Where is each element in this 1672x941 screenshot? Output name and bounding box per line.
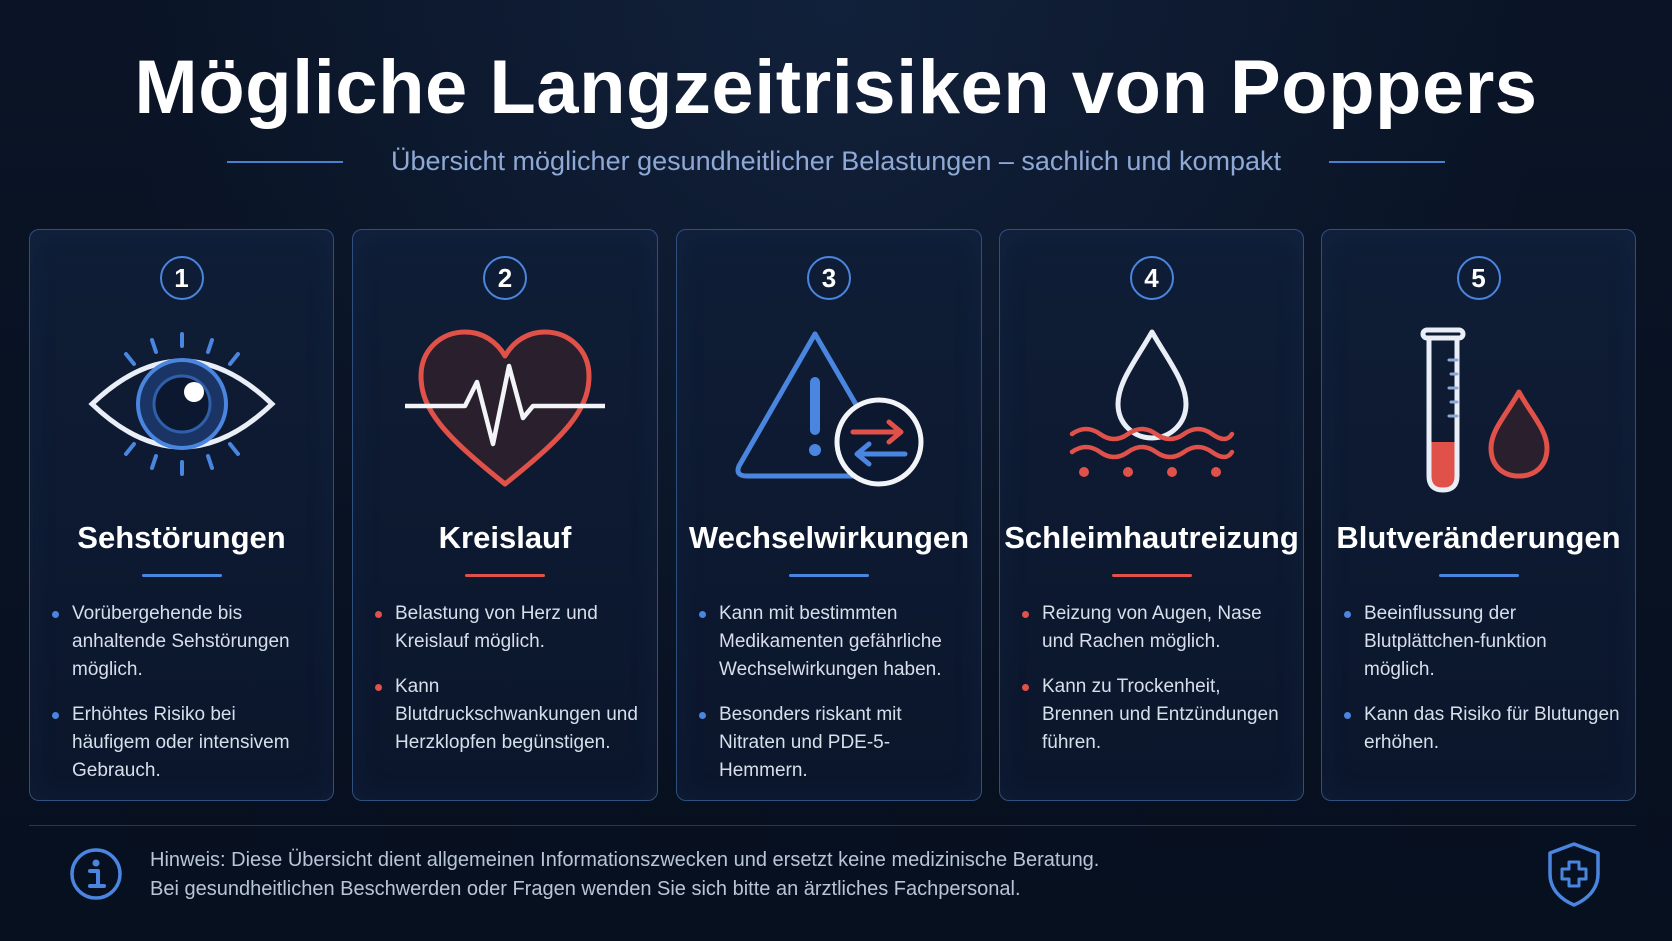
list-item: Beeinflussung der Blutplättchen-funktion möglich.: [1344, 600, 1621, 684]
card-number: 3: [807, 256, 851, 300]
disclaimer-line-2: Bei gesundheitlichen Beschwerden oder Fragen wenden Sie sich bitte an ärztliches Fachpersonal.: [150, 878, 1021, 900]
page-title: Mögliche Langzeitrisiken von Poppers: [134, 45, 1538, 130]
subtitle-line-left: [227, 161, 343, 163]
footer-divider: [29, 825, 1636, 826]
disclaimer-line-1: Hinweis: Diese Übersicht dient allgemeinen Informationszwecken und ersetzt keine medizinische Beratung.: [150, 849, 1100, 871]
card-underline: [1112, 574, 1192, 577]
risk-card-circulation: [352, 229, 658, 801]
risk-card-mucosa: [999, 229, 1304, 801]
card-number: 1: [160, 256, 204, 300]
risk-card-vision: [29, 229, 334, 801]
heart-pulse-icon: [405, 326, 605, 496]
bullet-list: [1022, 600, 1289, 774]
card-underline: [1439, 574, 1519, 577]
list-item: Kann das Risiko für Blutungen erhöhen.: [1344, 701, 1621, 757]
list-item: Besonders riskant mit Nitraten und PDE-5-Hemmern.: [699, 701, 967, 785]
test-tube-blood-icon: [1379, 326, 1579, 496]
bullet-list: [699, 600, 967, 802]
page-subtitle: Übersicht möglicher gesundheitlicher Belastungen – sachlich und kompakt: [391, 146, 1281, 176]
disclaimer-note: [150, 846, 1099, 904]
subtitle-row: [0, 146, 1672, 177]
card-title: Sehstörungen: [77, 520, 286, 555]
card-number: 4: [1130, 256, 1174, 300]
card-number: 5: [1457, 256, 1501, 300]
list-item: Reizung von Augen, Nase und Rachen möglich.: [1022, 600, 1289, 656]
bullet-list: [1344, 600, 1621, 774]
info-icon: [68, 846, 124, 902]
droplet-mucosa-icon: [1052, 326, 1252, 496]
card-title: Wechselwirkungen: [688, 520, 970, 555]
card-underline: [465, 574, 545, 577]
risk-card-interactions: [676, 229, 982, 801]
risk-card-blood: [1321, 229, 1636, 801]
card-underline: [789, 574, 869, 577]
card-number: 2: [483, 256, 527, 300]
list-item: Kann Blutdruckschwankungen und Herzklopfen begünstigen.: [375, 673, 643, 757]
card-underline: [142, 574, 222, 577]
card-title: Blutveränderungen: [1336, 520, 1621, 555]
card-title: Kreislauf: [438, 520, 572, 555]
list-item: Belastung von Herz und Kreislauf möglich.: [375, 600, 643, 656]
bullet-list: [52, 600, 319, 802]
subtitle-line-right: [1329, 161, 1445, 163]
list-item: Kann zu Trockenheit, Brennen und Entzündungen führen.: [1022, 673, 1289, 757]
warning-exchange-icon: [729, 326, 929, 496]
bullet-list: [375, 600, 643, 774]
medical-shield-icon: [1544, 840, 1604, 908]
eye-icon: [82, 326, 282, 496]
card-title: Schleimhautreizung: [1004, 520, 1299, 555]
list-item: Vorübergehende bis anhaltende Sehstörungen möglich.: [52, 600, 319, 684]
list-item: Erhöhtes Risiko bei häufigem oder intensivem Gebrauch.: [52, 701, 319, 785]
list-item: Kann mit bestimmten Medikamenten gefährliche Wechselwirkungen haben.: [699, 600, 967, 684]
